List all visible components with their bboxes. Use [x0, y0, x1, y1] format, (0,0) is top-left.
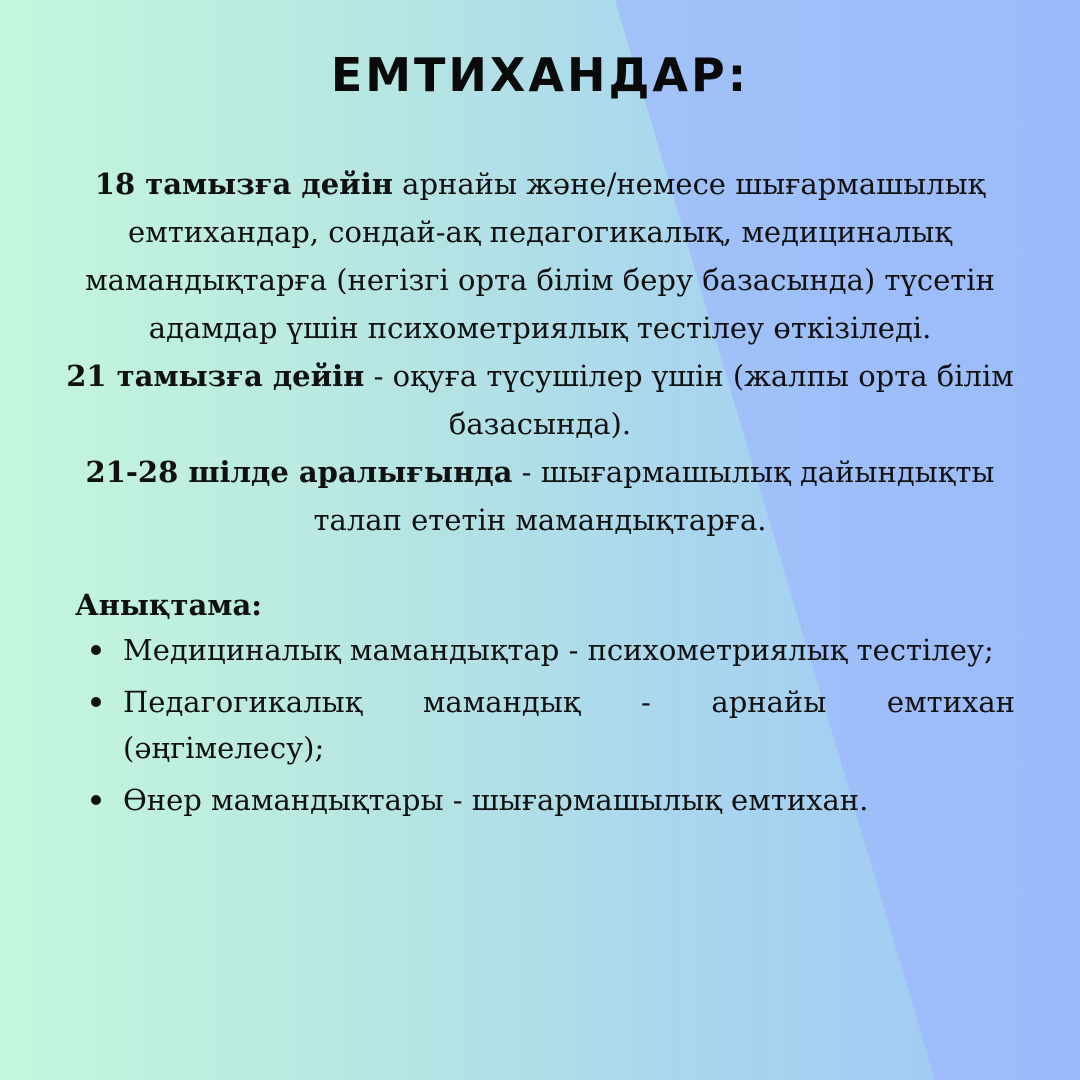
intro-text-3: - шығармашылық дайындықты талап ететін мамандықтарға. — [313, 455, 995, 537]
bullet-icon — [91, 795, 101, 805]
bullet-icon — [91, 645, 101, 655]
page-title: ЕМТИХАНДАР: — [330, 48, 750, 102]
reference-title: Анықтама: — [75, 588, 262, 622]
intro-paragraph-3 — [55, 448, 1025, 544]
reference-list — [75, 627, 1015, 829]
intro-text — [55, 160, 1025, 544]
intro-date-1: 18 тамызға дейін — [94, 167, 393, 201]
list-item-text: Педагогикалық мамандық - арнайы емтихан (әңгімелесу); — [123, 685, 1015, 765]
list-item — [75, 777, 1015, 823]
list-item-text: Медициналық мамандықтар - психометриялық тестілеу; — [123, 633, 994, 667]
intro-paragraph-2 — [55, 352, 1025, 448]
intro-paragraph-1 — [55, 160, 1025, 352]
list-item — [75, 679, 1015, 771]
intro-date-3: 21-28 шілде аралығында — [85, 455, 513, 489]
intro-text-2: - оқуға түсушілер үшін (жалпы орта білім базасында). — [364, 359, 1014, 441]
intro-text-1: арнайы және/немесе шығармашылық емтихандар, сондай-ақ педагогикалық, медициналық мамандықтарға (негізгі орта білім беру базасында) түсетін адамдар үшін психометриялық тестілеу өткізіледі. — [85, 167, 995, 345]
intro-date-2: 21 тамызға дейін — [66, 359, 365, 393]
bullet-icon — [91, 697, 101, 707]
list-item — [75, 627, 1015, 673]
list-item-text: Өнер мамандықтары - шығармашылық емтихан. — [123, 783, 869, 817]
